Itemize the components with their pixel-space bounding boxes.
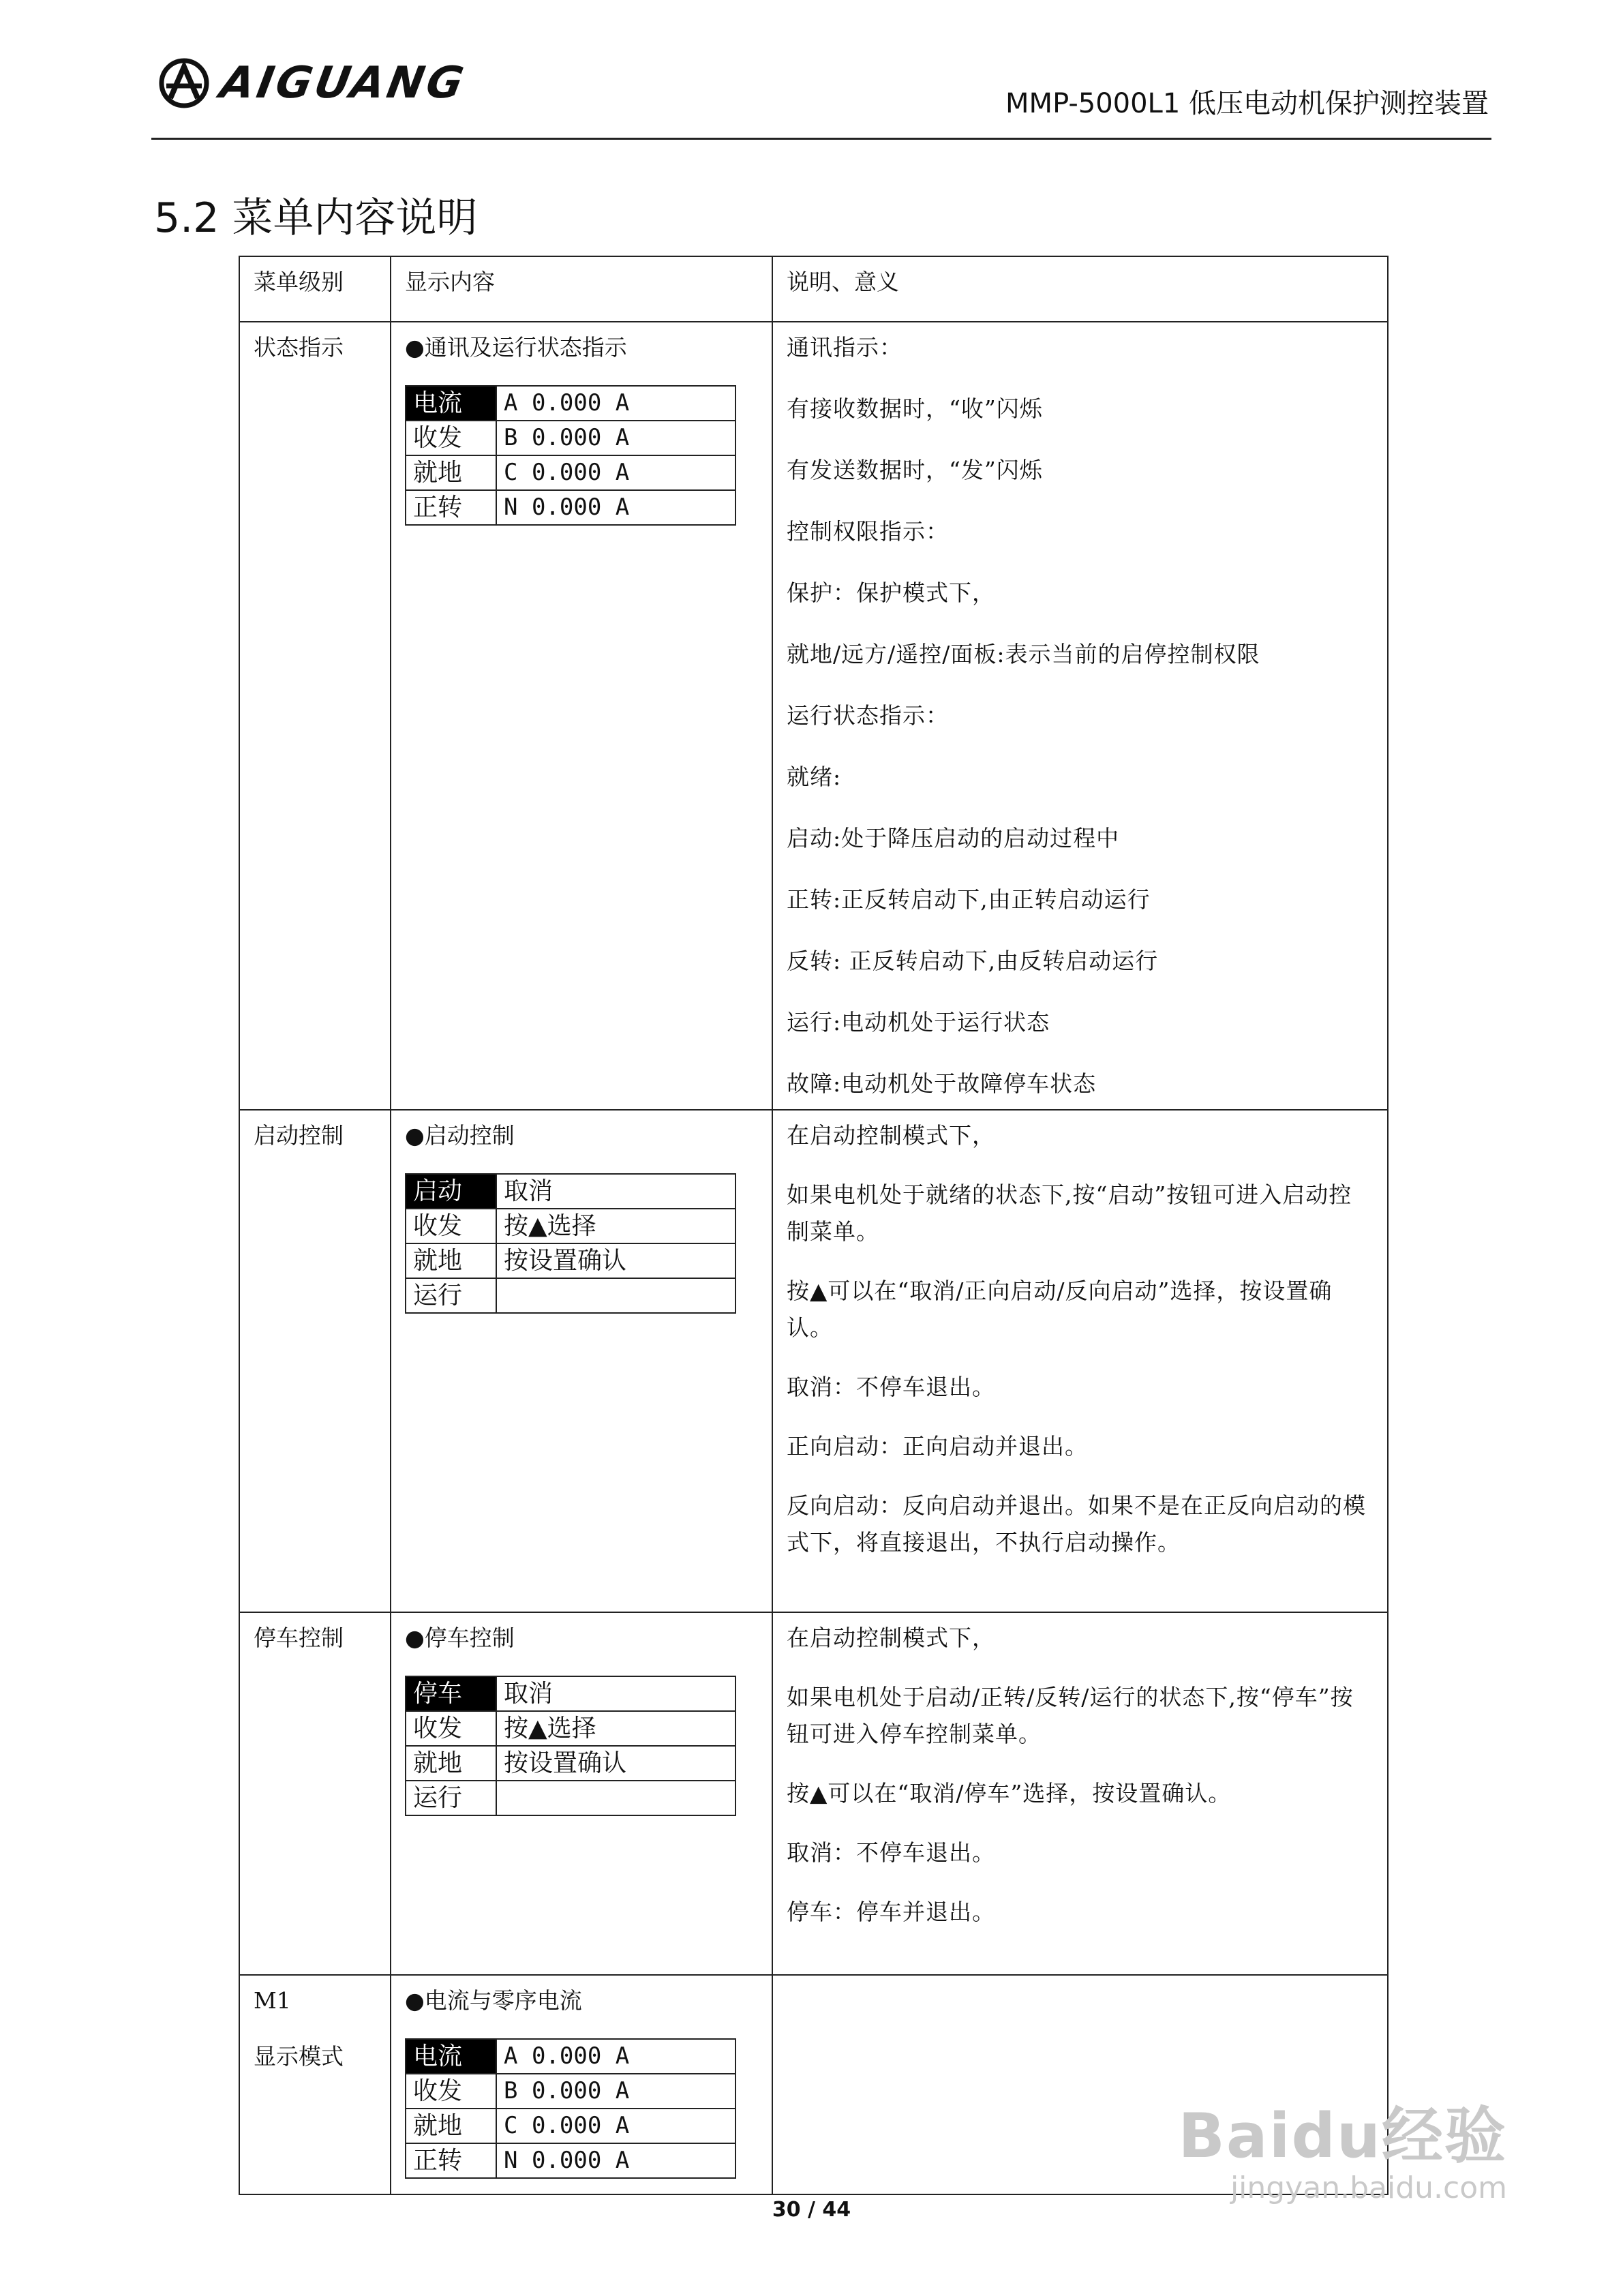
lcd-value: 取消 — [496, 1676, 735, 1711]
display-title: ●电流与零序电流 — [405, 1987, 582, 2014]
menu-level: 状态指示 — [254, 334, 344, 361]
lcd-key: 正转 — [406, 490, 496, 525]
lcd-value: 按设置确认 — [496, 1746, 735, 1781]
header-display-content: 显示内容 — [391, 256, 772, 322]
lcd-screen — [405, 385, 736, 526]
lcd-row — [406, 490, 735, 525]
lcd-row — [406, 1746, 735, 1781]
lcd-value — [496, 1278, 735, 1313]
lcd-row — [406, 421, 735, 455]
description-line: 取消：不停车退出。 — [787, 1374, 995, 1400]
lcd-row — [406, 2109, 735, 2143]
lcd-row — [406, 1676, 735, 1711]
description-line: 有接收数据时，“收”闪烁 — [787, 395, 1043, 422]
description-line: 在启动控制模式下， — [787, 1122, 995, 1149]
lcd-value: 取消 — [496, 1174, 735, 1209]
description-line: 控制权限指示： — [787, 518, 949, 545]
lcd-key: 停车 — [406, 1676, 496, 1711]
menu-level-cell — [239, 1612, 391, 1975]
lcd-row — [406, 1174, 735, 1209]
table-row — [239, 1612, 1388, 1975]
lcd-value: C 0.000 A — [496, 2109, 735, 2143]
description-line: 有发送数据时，“发”闪烁 — [787, 457, 1043, 483]
table-row — [239, 1110, 1388, 1612]
lcd-key: 就地 — [406, 1746, 496, 1781]
lcd-key: 就地 — [406, 1243, 496, 1278]
description-line: 启动:处于降压启动的启动过程中 — [787, 825, 1120, 851]
lcd-row — [406, 2074, 735, 2109]
lcd-value: 按设置确认 — [496, 1243, 735, 1278]
lcd-key: 收发 — [406, 421, 496, 455]
menu-content-table — [239, 256, 1389, 2195]
lcd-key: 收发 — [406, 1209, 496, 1243]
description-line: 反向启动：反向启动并退出。如果不是在正反向启动的模式下，将直接退出，不执行启动操作。 — [787, 1492, 1366, 1556]
lcd-row — [406, 386, 735, 421]
header-menu-level: 菜单级别 — [239, 256, 391, 322]
menu-level-cell — [239, 322, 391, 1110]
lcd-value: N 0.000 A — [496, 2143, 735, 2178]
logo-text: AIGUANG — [216, 58, 470, 108]
page-number: 30 / 44 — [772, 2198, 851, 2222]
lcd-value: B 0.000 A — [496, 2074, 735, 2109]
lcd-value: B 0.000 A — [496, 421, 735, 455]
lcd-value: 按▲选择 — [496, 1209, 735, 1243]
description-line: 反转: 正反转启动下,由反转启动运行 — [787, 948, 1159, 974]
description-line: 如果电机处于启动/正转/反转/运行的状态下,按“停车”按钮可进入停车控制菜单。 — [787, 1684, 1354, 1747]
table-row — [239, 322, 1388, 1110]
company-logo — [158, 56, 470, 110]
display-content-cell — [391, 1975, 772, 2194]
lcd-value: A 0.000 A — [496, 2039, 735, 2074]
display-content-cell — [391, 1110, 772, 1612]
menu-level-cell — [239, 1975, 391, 2194]
lcd-row — [406, 1209, 735, 1243]
description-cell — [772, 322, 1388, 1110]
lcd-row — [406, 1278, 735, 1313]
description-line: 故障:电动机处于故障停车状态 — [787, 1070, 1097, 1097]
lcd-value: A 0.000 A — [496, 386, 735, 421]
lcd-key: 就地 — [406, 2109, 496, 2143]
lcd-screen — [405, 1173, 736, 1314]
description-cell — [772, 1110, 1388, 1612]
lcd-key: 运行 — [406, 1781, 496, 1815]
menu-level-sub: 显示模式 — [254, 2043, 344, 2070]
lcd-row — [406, 2143, 735, 2178]
display-title: ●启动控制 — [405, 1122, 515, 1149]
display-content-cell — [391, 322, 772, 1110]
description-line: 通讯指示： — [787, 334, 902, 361]
description-line: 就绪: — [787, 764, 842, 790]
display-content-cell — [391, 1612, 772, 1975]
lcd-key: 电流 — [406, 386, 496, 421]
menu-level-cell — [239, 1110, 391, 1612]
watermark-sub: jingyan.baidu.com — [1230, 2171, 1507, 2205]
description-line: 正向启动：正向启动并退出。 — [787, 1433, 1088, 1460]
description-line: 运行状态指示： — [787, 702, 949, 729]
lcd-value — [496, 1781, 735, 1815]
description-line: 正转:正反转启动下,由正转启动运行 — [787, 886, 1151, 913]
lcd-value: N 0.000 A — [496, 490, 735, 525]
header-description: 说明、意义 — [772, 256, 1388, 322]
lcd-screen — [405, 2038, 736, 2179]
lcd-key: 电流 — [406, 2039, 496, 2074]
lcd-key: 运行 — [406, 1278, 496, 1313]
description-line: 如果电机处于就绪的状态下,按“启动”按钮可进入启动控制菜单。 — [787, 1181, 1352, 1245]
description-cell — [772, 1612, 1388, 1975]
description-line: 在启动控制模式下， — [787, 1625, 995, 1651]
lcd-key: 正转 — [406, 2143, 496, 2178]
page-header — [151, 41, 1491, 140]
lcd-row — [406, 1781, 735, 1815]
aiguang-logo-icon — [158, 57, 210, 109]
baidu-watermark — [1178, 2086, 1507, 2205]
lcd-key: 就地 — [406, 455, 496, 490]
description-line: 停车：停车并退出。 — [787, 1899, 995, 1925]
description-line: 保护：保护模式下， — [787, 579, 995, 606]
lcd-value: 按▲选择 — [496, 1711, 735, 1746]
description-line: 按▲可以在“取消/正向启动/反向启动”选择，按设置确认。 — [787, 1278, 1333, 1341]
document-title: MMP-5000L1 低压电动机保护测控装置 — [1005, 88, 1489, 119]
lcd-row — [406, 455, 735, 490]
lcd-key: 收发 — [406, 1711, 496, 1746]
lcd-row — [406, 2039, 735, 2074]
lcd-value: C 0.000 A — [496, 455, 735, 490]
lcd-row — [406, 1711, 735, 1746]
menu-level: 启动控制 — [254, 1122, 344, 1149]
description-line: 就地/远方/遥控/面板:表示当前的启停控制权限 — [787, 641, 1260, 667]
watermark-main: Baidu经验 — [1178, 2100, 1507, 2172]
menu-level: 停车控制 — [254, 1625, 344, 1651]
lcd-key: 启动 — [406, 1174, 496, 1209]
lcd-row — [406, 1243, 735, 1278]
lcd-key: 收发 — [406, 2074, 496, 2109]
display-title: ●停车控制 — [405, 1625, 515, 1651]
description-line: 取消：不停车退出。 — [787, 1839, 995, 1866]
description-line: 按▲可以在“取消/停车”选择，按设置确认。 — [787, 1780, 1232, 1807]
section-title: 5.2 菜单内容说明 — [154, 194, 478, 242]
display-title: ●通讯及运行状态指示 — [405, 334, 627, 361]
lcd-screen — [405, 1676, 736, 1816]
menu-level: M1 — [254, 1987, 291, 2014]
table-header-row — [239, 256, 1388, 322]
description-line: 运行:电动机处于运行状态 — [787, 1009, 1050, 1036]
